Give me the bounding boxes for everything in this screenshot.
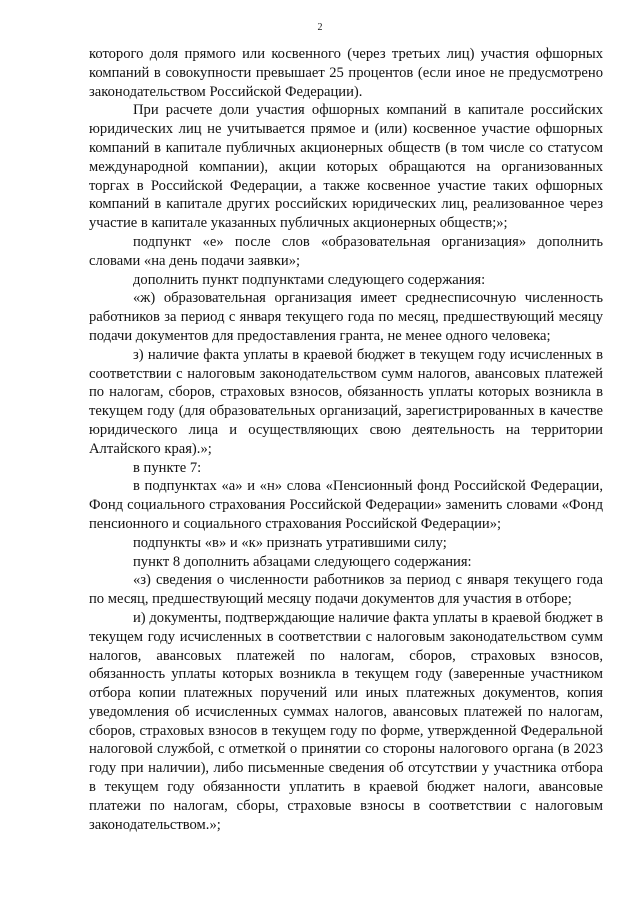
- paragraph-add-subitems: дополнить пункт подпунктами следующего содержания:: [133, 271, 486, 288]
- paragraph-share-calculation: При расчете доли участия офшорных компаний в капитале российских юридических лиц не учитывается прямое и (или) косвенное участие офшорных компаний в капитале публичных акционерных обществ (в том числе со статусом международной компании), акции которых обращаются на организованных торгах в Российской Федерации, а также косвенное участие таких офшорных компаний в капитале других российских юридических лиц, реализованное через участие в капитале указанных публичных акционерных обществ;»;: [89, 102, 603, 232]
- paragraph-subitem-e: подпункт «е» после слов «образовательная организация» дополнить словами «на день подачи заявки»;: [89, 233, 603, 269]
- paragraph-continuation: которого доля прямого или косвенного (через третьих лиц) участия офшорных компаний в совокупности превышает 25 процентов (если иное не предусмотрено законодательством Российской Федерации).: [89, 46, 603, 100]
- paragraph-point-7: в пункте 7:: [133, 459, 202, 476]
- paragraph-subitems-a-n: в подпунктах «а» и «н» слова «Пенсионный фонд Российской Федерации, Фонд социального страхования Российской Федерации» заменить словами «Фонд пенсионного и социального страхования Российской Федерации»;: [89, 478, 603, 532]
- paragraph-point-8: пункт 8 дополнить абзацами следующего содержания:: [133, 553, 472, 570]
- paragraph-subitems-v-k: подпункты «в» и «к» признать утратившими силу;: [133, 534, 447, 551]
- document-body: [89, 45, 603, 834]
- paragraph-subitem-zh: «ж) образовательная организация имеет среднесписочную численность работников за период с января текущего года по месяц, предшествующий месяцу подачи документов для предоставления гранта, не менее одного человека;: [89, 290, 603, 344]
- paragraph-point-8-z: «з) сведения о численности работников за период с января текущего года по месяц, предшествующий месяцу подачи документов для участия в отборе;: [89, 572, 603, 608]
- paragraph-subitem-z: з) наличие факта уплаты в краевой бюджет в текущем году исчисленных в соответствии с налоговым законодательством сумм налогов, авансовых платежей по налогам, сборов, страховых взносов, обязанность уплаты которых возникла в текущем году (для образовательных организаций, зарегистрированных в качестве юридического лица и осуществляющих свою деятельность на территории Алтайского края).»;: [89, 346, 603, 457]
- page-number: 2: [317, 22, 323, 33]
- paragraph-point-8-i: и) документы, подтверждающие наличие факта уплаты в краевой бюджет в текущем году исчисленных в соответствии с налоговым законодательством сумм налогов, авансовых платежей по налогам, сборов, страховых взносов, обязанность уплаты которых возникла в текущем году (заверенные участником отбора копии платежных поручений или иных платежных документов, копия уведомления об исчисленных суммах налогов, авансовых платежей по налогам, сборов, страховых взносов в текущем году по форме, утвержденной Федеральной налоговой службой, с отметкой о принятии со стороны налогового органа (в 2023 году при наличии), либо письменные сведения об отсутствии у участника отбора в текущем году обязанности уплатить в краевой бюджет налоги, авансовые платежи по налогам, сборы, страховые взносы в соответствии с налоговым законодательством.»;: [89, 609, 603, 833]
